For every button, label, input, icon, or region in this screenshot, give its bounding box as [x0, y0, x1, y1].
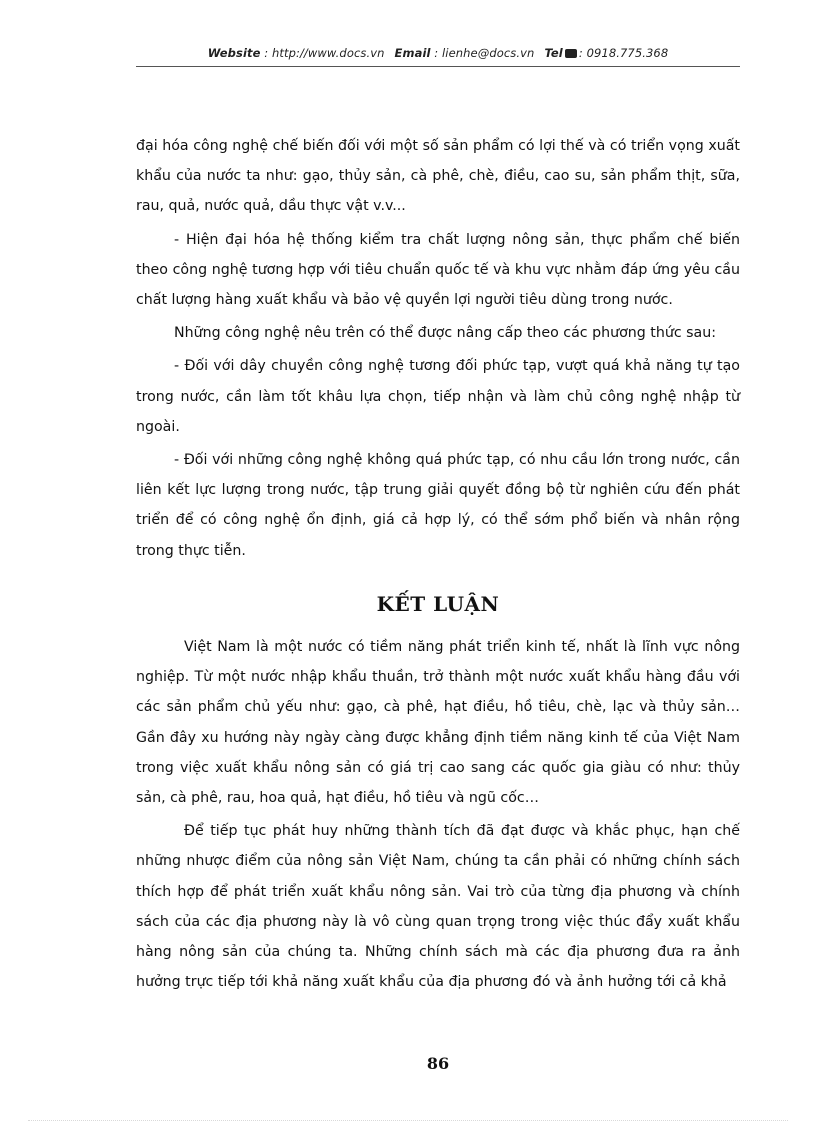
website-value: : http://www.docs.vn: [260, 46, 385, 60]
section-title: KẾT LUẬN: [376, 592, 500, 616]
paragraph: - Đối với những công nghệ không quá phức tạp, có nhu cầu lớn trong nước, cần liên kết lực lượng trong nước, tập trung giải quyết đồng bộ từ nghiên cứu đến phát triển để có công nghệ ổn định, giá cả hợp lý, có thể sớm phổ biến và nhân rộng trong thực tiễn.: [136, 452, 740, 559]
website-label: Website: [207, 46, 261, 60]
page-number: 86: [426, 1054, 450, 1073]
page-bottom-divider: [28, 1120, 788, 1121]
tel-label: Tel: [544, 46, 563, 60]
paragraph: Để tiếp tục phát huy những thành tích đã đạt được và khắc phục, hạn chế những nhược điểm của nông sản Việt Nam, chúng ta cần phải có những chính sách thích hợp để phát triển xuất khẩu nông sản. Vai trò của từng địa phương và chính sách của các địa phương này là vô cùng quan trọng trong việc thúc đẩy xuất khẩu hàng nông sản của chúng ta. Những chính sách mà các địa phương đưa ra ảnh hưởng trực tiếp tới khả năng xuất khẩu của địa phương đó và ảnh hưởng tới cả khả: [136, 823, 740, 991]
paragraph: - Hiện đại hóa hệ thống kiểm tra chất lượng nông sản, thực phẩm chế biến theo công nghệ tương hợp với tiêu chuẩn quốc tế và khu vực nhằm đáp ứng yêu cầu chất lượng hàng xuất khẩu và bảo vệ quyền lợi người tiêu dùng trong nước.: [136, 231, 740, 309]
email-value: : lienhe@docs.vn: [430, 46, 535, 60]
paragraph: Việt Nam là một nước có tiềm năng phát triển kinh tế, nhất là lĩnh vực nông nghiệp. Từ một nước nhập khẩu thuần, trở thành một nước xuất khẩu hàng đầu với các sản phẩm chủ yếu như: gạo, cà phê, hạt điều, hồ tiêu, chè, lạc và thủy sản… Gần đây xu hướng này ngày càng được khẳng định tiềm năng kinh tế của Việt Nam trong việc xuất khẩu nông sản có giá trị cao sang các quốc gia giàu có như: thủy sản, cà phê, rau, hoa quả, hạt điều, hồ tiêu và ngũ cốc…: [136, 639, 740, 807]
page-header: [136, 46, 740, 60]
header-divider: [136, 66, 740, 67]
body-text-top: [136, 131, 740, 566]
email-label: Email: [394, 46, 431, 60]
body-text-conclusion: [136, 632, 740, 997]
paragraph: Những công nghệ nêu trên có thể được nâng cấp theo các phương thức sau:: [174, 325, 716, 342]
paragraph: đại hóa công nghệ chế biến đối với một số sản phẩm có lợi thế và có triển vọng xuất khẩu của nước ta như: gạo, thủy sản, cà phê, chè, điều, cao su, sản phẩm thịt, sữa, rau, quả, nước quả, dầu thực vật v.v...: [136, 138, 740, 215]
paragraph: - Đối với dây chuyền công nghệ tương đối phức tạp, vượt quá khả năng tự tạo trong nước, cần làm tốt khâu lựa chọn, tiếp nhận và làm chủ công nghệ nhập từ ngoài.: [136, 358, 740, 435]
phone-icon: [565, 49, 577, 58]
tel-value: : 0918.775.368: [578, 46, 669, 60]
